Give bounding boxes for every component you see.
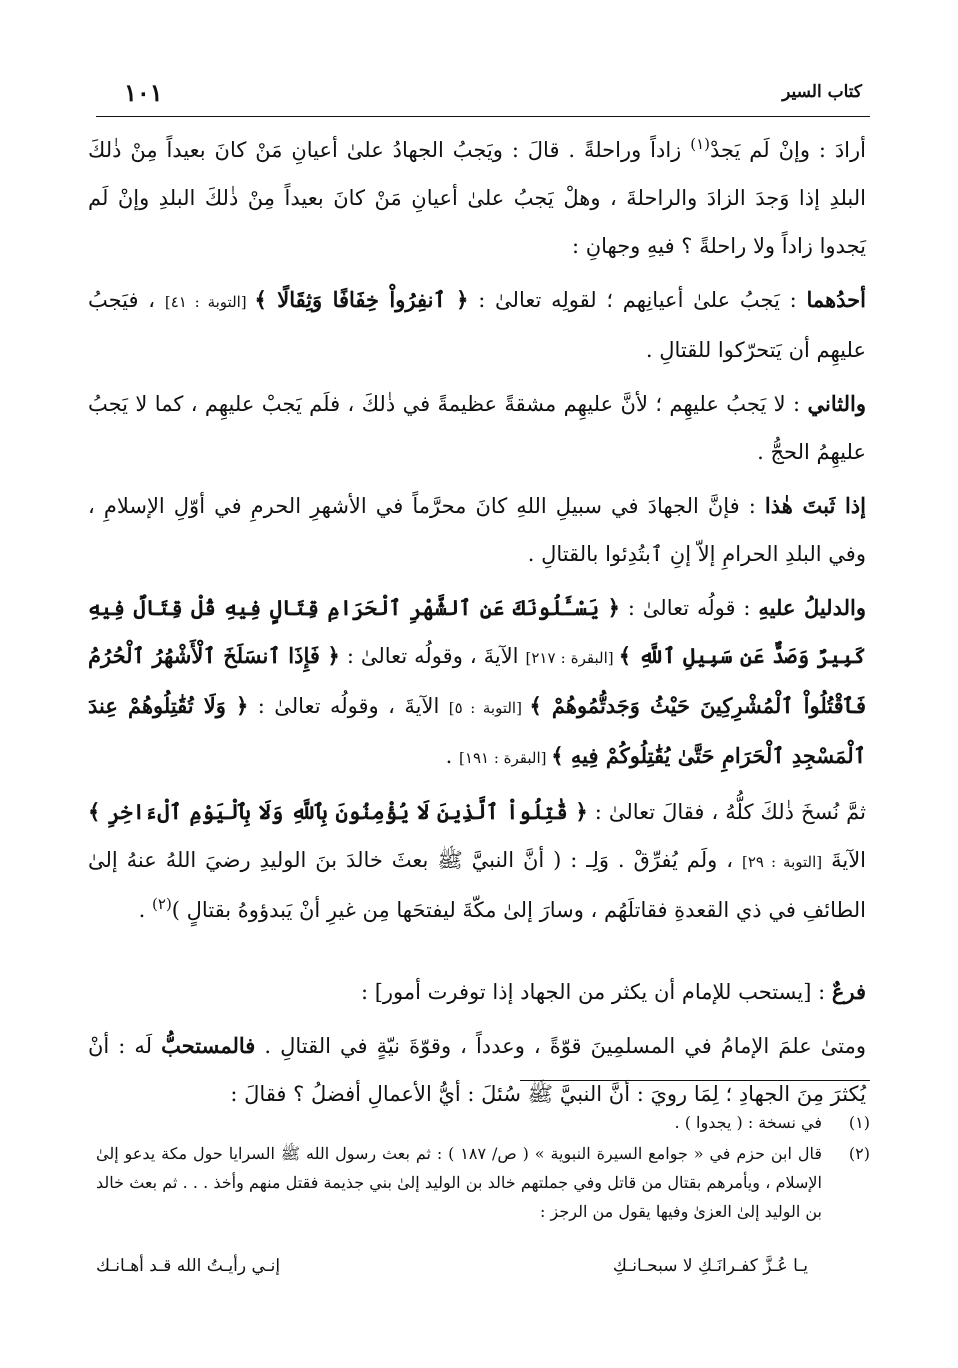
quran-quote: ﴿ فَإِذَا ٱنسَلَخَ ٱلْأَشْهُرُ ٱلْحُرُمُ فَٱقْتُلُواْ ٱلْمُشْرِكِينَ حَيْثُ وَجَدتُّمُوهُمْ ﴾ (88, 643, 867, 718)
verse-reference: [البقرة : ١٩١] (459, 749, 552, 767)
paragraph (88, 584, 866, 782)
footnote-marker: (٢) (152, 895, 172, 913)
paragraph-text: . (445, 744, 460, 768)
paragraph-text: ثمَّ نُسخَ ذٰلكَ كلُّهُ ، فقالَ تعالىٰ : (587, 800, 867, 824)
main-text (88, 126, 866, 1124)
paragraph (88, 482, 866, 578)
section-gap (88, 940, 866, 968)
page-number: ١٠١ (124, 78, 163, 107)
quran-quote: ﴿ قَٰتِلُواْ ٱلَّذِينَ لَا يُؤْمِنُونَ بِٱللَّهِ وَلَا بِٱلْيَوْمِ ٱلْءَاخِرِ ﴾ (88, 799, 588, 824)
footnote-separator (520, 1080, 870, 1081)
paragraph-text: : فإنَّ الجهادَ في سبيلِ اللهِ كانَ محرَّماً في الأشهرِ الحرمِ في أوّلِ الإسلامِ ، وفي البلدِ الحرامِ إلاّ إنِ ٱبتُدِئوا بالقتالِ . (88, 494, 866, 566)
verse-reference: [التوبة : ٥] (448, 699, 530, 717)
paragraph (88, 380, 866, 476)
paragraph-lead: إذا ثَبتَ هٰذا (764, 493, 866, 518)
paragraph-text: أرادَ : وإنْ لَم يَجدْ (709, 138, 866, 162)
footnote-text: في نسخة : ( يجدوا ) . (674, 1113, 822, 1132)
paragraph-text: : لا يَجبُ عليهِم ؛ لأنَّ عليهِم مشقةً عظيمةً في ذٰلكَ ، فلَم يَجبْ عليهِم ، كما لا يَجبُ عليهِمُ الحجُّ . (88, 392, 866, 464)
paragraph-text: ومتىٰ علمَ الإمامُ في المسلمِينَ قوّةً ، وعدداً ، وقوّةَ نيّةٍ في القتالِ . (255, 1034, 867, 1058)
header-rule (96, 116, 870, 117)
verse-reference: [التوبة : ٢٩] (741, 853, 823, 871)
paragraph-text: : قولُه تعالىٰ : (619, 596, 759, 620)
paragraph-lead: فرعٌ (831, 979, 866, 1004)
quran-quote: ﴿ وَلَا تُقَٰتِلُوهُمْ عِندَ ٱلْمَسْجِدِ ٱلْحَرَامِ حَتَّىٰ يُقَٰتِلُوكُمْ فِيهِ ﴾ (88, 693, 866, 768)
paragraph-text: : [يستحب للإمام أن يكثر من الجهاد إذا توفرت أمور] : (360, 980, 832, 1004)
paragraph-lead: فالمستحبُّ (161, 1033, 256, 1058)
paragraph (88, 126, 866, 270)
footnote (96, 1108, 870, 1137)
paragraph-text: ، فيَجبُ عليهِم أن يَتحرّكوا للقتالِ . (88, 288, 866, 362)
paragraph-lead: والثاني (807, 391, 866, 416)
verse-reference: [التوبة : ٤١] (164, 293, 255, 311)
paragraph (88, 968, 866, 1016)
running-head-book-title: كتاب السير (782, 82, 862, 102)
footnote-number: (٢) (848, 1144, 870, 1163)
paragraph-lead: أحدُهما (806, 287, 866, 312)
paragraph (88, 276, 866, 374)
poetry-verse (96, 1256, 808, 1286)
paragraph-text: الآيةَ (822, 848, 867, 872)
verse-hemistich-second: إنـي رأيـتُ الله قـد أهـانـك (96, 1256, 281, 1276)
verse-hemistich-first: يـا عُـزَّ كفـرانَـكِ لا سبحـانـكِ (612, 1256, 808, 1276)
paragraph-text: . (138, 898, 153, 922)
paragraph-text: لَه : أنْ يُكثرَ مِنَ الجهادِ ؛ لِمَا رويَ : أنَّ النبيَّ ﷺ سُئلَ : أيُّ الأعمالِ أفضلُ ؟ فقالَ : (88, 1034, 866, 1106)
footnote (96, 1139, 870, 1226)
paragraph-lead: والدليلُ عليهِ (758, 595, 866, 620)
page-header (96, 78, 862, 116)
quran-quote: ﴿ ٱنفِرُواْ خِفَافًا وَثِقَالًا ﴾ (254, 287, 469, 312)
quran-quote: ﴿ يَسْـَٔلُونَكَ عَنِ ٱلشَّهْرِ ٱلْحَرَامِ قِتَالٍ فِيهِ قُلْ قِتَالٌ فِيهِ كَبِيرٌ وَصَدٌّ عَن سَبِيلِ ٱللَّهِ ﴾ (88, 595, 866, 668)
paragraph-text: الآيةَ ، وقولُه تعالىٰ : (339, 644, 526, 668)
footnotes (96, 1108, 870, 1228)
paragraph (88, 788, 866, 934)
footnote-marker: (١) (690, 135, 710, 153)
paragraph-text: الآيةَ ، وقولُه تعالىٰ : (248, 694, 449, 718)
paragraph (88, 1022, 866, 1118)
paragraph-text: : يَجبُ علىٰ أعيانِهم ؛ لقولِه تعالىٰ : (468, 288, 807, 312)
verse-reference: [البقرة : ٢١٧] (525, 649, 619, 667)
paragraph-text: ، ولَم يُفرِّقْ . وَلِـ : ( أنَّ النبيَّ ﷺ بعثَ خالدَ بنَ الوليدِ رضيَ اللهُ عنهُ إلىٰ الطائفِ في ذي القعدةِ فقاتلَهُم ، وسارَ إلىٰ مكّةَ ليفتحَها مِن غيرِ أنْ يَبدؤوهُ بقتالٍ ) (88, 848, 866, 922)
footnote-text: قال ابن حزم في « جوامع السيرة النبوية » ( ص/ ١٨٧ ) : ثم بعث رسول الله ﷺ السرايا حول مكة يدعو إلىٰ الإسلام ، ويأمرهم بقتال من قاتل وفي جملتهم خالد بن الوليد إلىٰ بني جذيمة فقتل منهم وأخذ . . . ثم بعث خالد بن الوليد إلىٰ العزىٰ وفيها يقول من الرجز : (96, 1144, 822, 1221)
footnote-number: (١) (848, 1113, 870, 1132)
paragraph-text: زاداً وراحلةً . قالَ : ويَجبُ الجهادُ علىٰ أعيانِ مَنْ كانَ بعيداً مِنْ ذٰلكَ البلدِ إذا وَجدَ الزادَ والراحلةَ ، وهلْ يَجبُ علىٰ أعيانِ مَنْ كانَ بعيداً مِنْ ذٰلكَ البلدِ وإنْ لَم يَجدوا زاداً ولا راحلةً ؟ فيهِ وجهانِ : (88, 138, 866, 258)
